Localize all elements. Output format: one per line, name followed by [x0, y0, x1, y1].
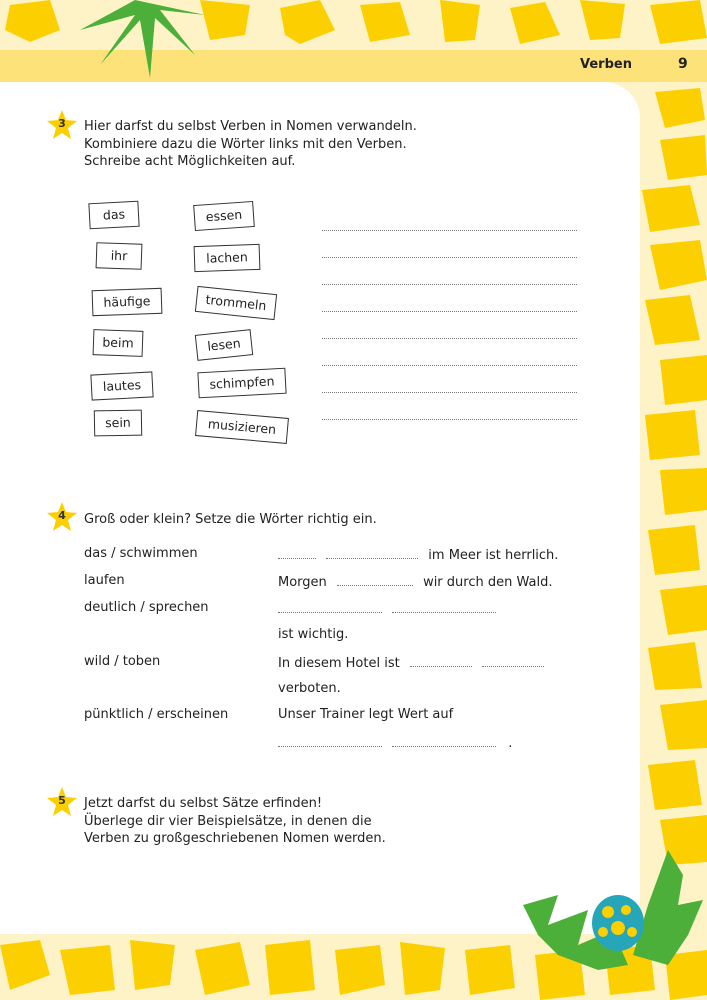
word-card[interactable]: beim	[93, 329, 144, 357]
word-card[interactable]: sein	[94, 410, 142, 437]
task-number-star-icon	[45, 785, 79, 819]
task3-instruction	[84, 118, 417, 171]
blank-field[interactable]	[278, 734, 382, 747]
fill-sentence	[278, 600, 496, 617]
word-card[interactable]: lautes	[90, 371, 153, 400]
instruction-line: Jetzt darfst du selbst Sätze erfinden!	[84, 796, 323, 811]
task5-instruction	[84, 795, 386, 848]
task4-instruction: Groß oder klein? Setze die Wörter richtig ein.	[84, 512, 377, 527]
word-card[interactable]: musizieren	[195, 410, 289, 444]
leaf-icon	[60, 0, 210, 82]
sentence-text: Morgen	[278, 575, 327, 590]
sentence-text: wir durch den Wald.	[423, 575, 553, 590]
instruction-line: Schreibe acht Möglichkeiten auf.	[84, 154, 296, 169]
blank-field[interactable]	[278, 600, 382, 613]
fill-sentence	[278, 546, 558, 563]
word-pair-label: das / schwimmen	[84, 546, 198, 561]
word-pair-label: laufen	[84, 573, 125, 588]
word-card[interactable]: lachen	[194, 244, 261, 272]
sentence-text: verboten.	[278, 681, 341, 696]
answer-line[interactable]	[322, 392, 577, 393]
blank-field[interactable]	[278, 546, 316, 559]
blank-field[interactable]	[326, 546, 418, 559]
task-number-star-icon	[45, 500, 79, 534]
blank-field[interactable]	[392, 600, 496, 613]
task-number: 4	[58, 509, 66, 522]
answer-line[interactable]	[322, 284, 577, 285]
word-card[interactable]: schimpfen	[197, 368, 286, 399]
answer-line[interactable]	[322, 257, 577, 258]
egg-icon	[588, 890, 648, 952]
task-number: 5	[58, 794, 66, 807]
word-card[interactable]: trommeln	[195, 286, 277, 320]
blank-field[interactable]	[337, 573, 413, 586]
answer-line[interactable]	[322, 365, 577, 366]
blank-field[interactable]	[392, 734, 496, 747]
word-card[interactable]: häufige	[92, 288, 163, 316]
answer-line[interactable]	[322, 419, 577, 420]
fill-sentence	[278, 573, 552, 590]
instruction-line: Kombiniere dazu die Wörter links mit den Verben.	[84, 136, 407, 152]
sentence-text: Unser Trainer legt Wert auf	[278, 707, 454, 722]
word-card[interactable]: das	[88, 201, 139, 230]
instruction-line: Überlege dir vier Beispielsätze, in denen die	[84, 813, 372, 829]
blank-field[interactable]	[482, 654, 544, 667]
word-pair-label: wild / toben	[84, 654, 161, 669]
page-number: 9	[678, 56, 688, 72]
answer-line[interactable]	[322, 338, 577, 339]
instruction-line: Hier darfst du selbst Verben in Nomen verwandeln.	[84, 119, 417, 134]
sentence-text: In diesem Hotel ist	[278, 656, 400, 671]
sentence-text: im Meer ist herrlich.	[428, 548, 559, 563]
chapter-title: Verben	[580, 57, 632, 72]
word-card[interactable]: lesen	[195, 329, 253, 361]
answer-line[interactable]	[322, 311, 577, 312]
word-pair-label: pünktlich / erscheinen	[84, 707, 229, 722]
word-pair-label: deutlich / sprechen	[84, 600, 209, 615]
blank-field[interactable]	[410, 654, 472, 667]
task-number: 3	[58, 117, 66, 130]
task-number-star-icon	[45, 108, 79, 142]
answer-line[interactable]	[322, 230, 577, 231]
fill-sentence	[278, 734, 512, 751]
sentence-text: .	[508, 736, 513, 751]
word-card[interactable]: ihr	[96, 242, 143, 270]
sentence-text: ist wichtig.	[278, 627, 349, 642]
word-card[interactable]: essen	[193, 201, 255, 231]
fill-sentence	[278, 654, 544, 671]
instruction-line: Verben zu großgeschriebenen Nomen werden.	[84, 831, 386, 846]
